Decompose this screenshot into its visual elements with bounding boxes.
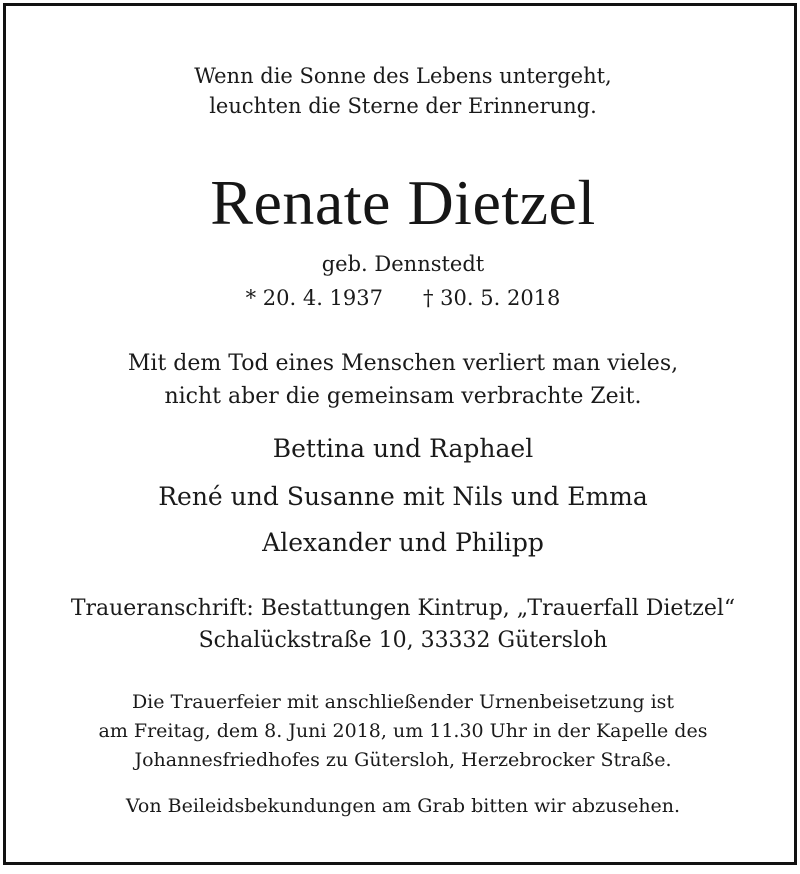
- deceased-name: Renate Dietzel: [210, 167, 596, 238]
- condolence-note: Von Beileidsbekundungen am Grab bitten wir abzusehen.: [125, 795, 681, 817]
- motto-line-2: leuchten die Sterne der Erinnerung.: [209, 94, 597, 118]
- address-line-2: Schalückstraße 10, 33332 Gütersloh: [198, 628, 608, 653]
- mourner-line-3: Alexander und Philipp: [262, 528, 544, 557]
- mourner-line-1: Bettina und Raphael: [272, 434, 534, 463]
- obituary-frame: [3, 3, 797, 865]
- ceremony-line-2: am Freitag, dem 8. Juni 2018, um 11.30 Uhr in der Kapelle des: [98, 720, 708, 742]
- mourner-line-2: René und Susanne mit Nils und Emma: [158, 482, 648, 511]
- birth-name: geb. Dennstedt: [321, 252, 485, 276]
- ceremony-line-3: Johannesfriedhofes zu Gütersloh, Herzebrocker Straße.: [134, 749, 672, 771]
- ceremony-line-1: Die Trauerfeier mit anschließender Urnenbeisetzung ist: [131, 691, 675, 713]
- quote-line-1: Mit dem Tod eines Menschen verliert man vieles,: [127, 351, 679, 376]
- birth-date: * 20. 4. 1937: [245, 286, 383, 310]
- life-dates: [6, 286, 800, 310]
- address-line-1: Traueranschrift: Bestattungen Kintrup, „Trauerfall Dietzel“: [70, 596, 736, 621]
- death-date: † 30. 5. 2018: [423, 286, 561, 310]
- motto-line-1: Wenn die Sonne des Lebens untergeht,: [194, 64, 612, 88]
- quote-line-2: nicht aber die gemeinsam verbrachte Zeit.: [164, 384, 642, 409]
